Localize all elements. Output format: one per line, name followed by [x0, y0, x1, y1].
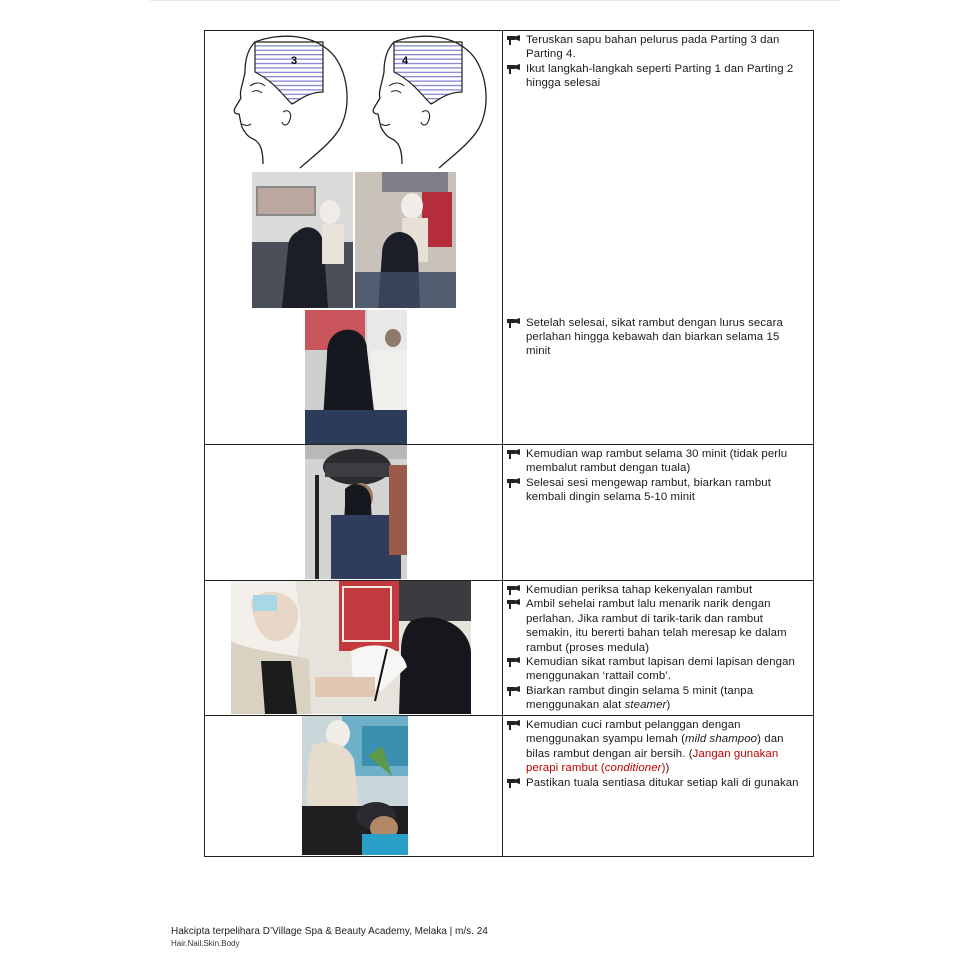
hair-dryer-icon: [506, 598, 522, 610]
head-diagram-left: [234, 36, 347, 168]
step-item: Kemudian periksa tahap kekenyalan rambut: [503, 583, 807, 597]
page-top-rule: [150, 0, 840, 1]
hair-dryer-icon: [506, 477, 522, 489]
hair-dryer-icon: [506, 34, 522, 46]
step-list: [503, 31, 813, 91]
step-item: Ambil sehelai rambut lalu menarik narik dengan perlahan. Jika rambut di tarik-tarik dan rambut semakin, itu bererti bahan telah meresap ke dalam rambut (proses medula): [503, 597, 807, 655]
instruction-cell: [503, 31, 814, 445]
steaming-photo: [305, 445, 407, 579]
step-item: Teruskan sapu bahan pelurus pada Parting 3 dan Parting 4.: [503, 33, 807, 62]
hair-dryer-icon: [506, 777, 522, 789]
instruction-cell: [503, 581, 814, 716]
elasticity-test-photo: [231, 581, 471, 714]
image-cell: [205, 31, 503, 445]
step-item: Pastikan tuala sentiasa ditukar setiap kali di gunakan: [503, 776, 807, 790]
image-cell: [205, 445, 503, 581]
hair-dryer-icon: [506, 685, 522, 697]
instruction-cell: [503, 716, 814, 857]
hair-dryer-icon: [506, 448, 522, 460]
parting-number-right: 4: [402, 55, 409, 67]
step-list: [503, 314, 813, 359]
procedure-table: [204, 30, 814, 857]
step-item: Selesai sesi mengewap rambut, biarkan rambut kembali dingin selama 5-10 minit: [503, 476, 807, 505]
table-row: [205, 31, 814, 445]
head-diagram-right: [373, 36, 486, 168]
steamer-term: steamer: [624, 699, 667, 712]
step-item: Kemudian wap rambut selama 30 minit (tidak perlu membalut rambut dengan tuala): [503, 447, 807, 476]
table-row: [205, 581, 814, 716]
hair-dryer-icon: [506, 63, 522, 75]
hair-dryer-icon: [506, 656, 522, 668]
table-row: [205, 445, 814, 581]
conditioner-warning: Jangan gunakan perapi rambut (conditioner): [526, 747, 779, 775]
image-cell: [205, 581, 503, 716]
parting-number-left: 3: [291, 55, 298, 67]
footer-tagline: Hair.Nail.Skin.Body: [171, 939, 240, 948]
salon-photo-collage: [252, 172, 456, 308]
step-list: [503, 445, 813, 505]
footer-copyright: Hakcipta terpelihara D’Village Spa & Beauty Academy, Melaka | m/s. 24: [171, 926, 488, 937]
hair-dryer-icon: [506, 584, 522, 596]
hair-dryer-icon: [506, 317, 522, 329]
mild-shampoo-term: mild shampoo: [685, 733, 758, 746]
step-item: Kemudian cuci rambut pelanggan dengan menggunakan syampu lemah (mild shampoo) dan bilas rambut dengan air bersih. (Jangan gunakan perapi rambut (conditioner)): [503, 718, 807, 776]
hair-washing-photo: [302, 716, 408, 855]
step-item: Kemudian sikat rambut lapisan demi lapisan dengan menggunakan ‘rattail comb’.: [503, 655, 807, 684]
step-list: [503, 716, 813, 790]
image-cell: [205, 716, 503, 857]
step-item: Ikut langkah-langkah seperti Parting 1 dan Parting 2 hingga selesai: [503, 62, 807, 91]
parting-diagram: [205, 32, 502, 172]
hair-dryer-icon: [506, 719, 522, 731]
instruction-cell: [503, 445, 814, 581]
step-item: Biarkan rambut dingin selama 5 minit (tanpa menggunakan alat steamer): [503, 684, 807, 713]
table-row: [205, 716, 814, 857]
step-list: [503, 581, 813, 713]
step-item: Setelah selesai, sikat rambut dengan lurus secara perlahan hingga kebawah dan biarkan selama 15 minit: [503, 316, 807, 359]
brushing-photo: [305, 310, 407, 444]
